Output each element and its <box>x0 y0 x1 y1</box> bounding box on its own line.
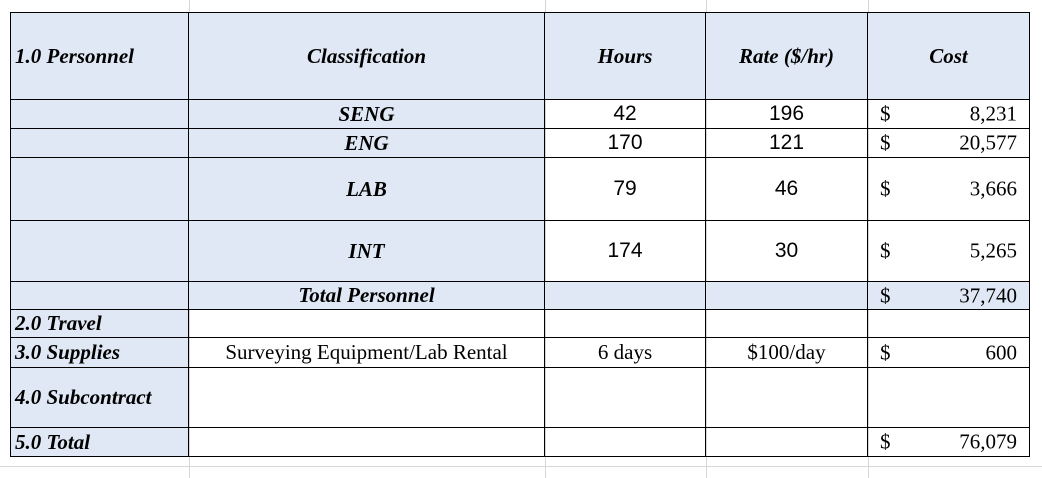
rate-header: Rate ($/hr) <box>706 13 868 100</box>
hours-cell: 170 <box>545 129 706 158</box>
cost-cell <box>868 428 1030 457</box>
classification-cell: ENG <box>189 129 545 158</box>
cost-amount: 8,231 <box>969 101 1017 126</box>
classification-cell: LAB <box>189 158 545 221</box>
cost-amount: 37,740 <box>959 283 1017 307</box>
rate-cell: 196 <box>706 100 868 129</box>
classification-cell: INT <box>189 221 545 282</box>
currency-symbol: $ <box>880 238 891 263</box>
blank-cell <box>11 158 189 221</box>
budget-table <box>10 12 1030 457</box>
currency-symbol: $ <box>880 176 891 201</box>
total-personnel-label: Total Personnel <box>189 282 545 310</box>
currency-symbol: $ <box>880 340 891 364</box>
cost-cell <box>868 221 1030 282</box>
blank-cell <box>545 310 706 338</box>
rate-cell: 30 <box>706 221 868 282</box>
cost-cell <box>868 129 1030 158</box>
cost-amount: 76,079 <box>959 429 1017 454</box>
supplies-rate: $100/day <box>706 338 868 368</box>
grid-line <box>0 466 1042 467</box>
currency-symbol: $ <box>880 130 891 155</box>
cost-header: Cost <box>868 13 1030 100</box>
subcontract-row <box>11 368 1030 428</box>
classification-header: Classification <box>189 13 545 100</box>
blank-cell <box>706 282 868 310</box>
supplies-label: 3.0 Supplies <box>11 338 189 368</box>
cost-amount: 5,265 <box>969 238 1017 263</box>
currency-symbol: $ <box>880 101 891 126</box>
blank-cell <box>545 428 706 457</box>
travel-label: 2.0 Travel <box>11 310 189 338</box>
header-row <box>11 13 1030 100</box>
supplies-row <box>11 338 1030 368</box>
blank-cell <box>706 428 868 457</box>
blank-cell <box>868 310 1030 338</box>
cost-amount: 600 <box>985 340 1017 364</box>
classification-cell: SENG <box>189 100 545 129</box>
blank-cell <box>11 129 189 158</box>
blank-cell <box>706 368 868 428</box>
cost-cell <box>868 282 1030 310</box>
blank-cell <box>11 100 189 129</box>
personnel-row <box>11 221 1030 282</box>
hours-cell: 42 <box>545 100 706 129</box>
travel-row <box>11 310 1030 338</box>
total-label: 5.0 Total <box>11 428 189 457</box>
blank-cell <box>11 221 189 282</box>
currency-symbol: $ <box>880 429 891 454</box>
cost-cell <box>868 338 1030 368</box>
blank-cell <box>189 368 545 428</box>
subcontract-label: 4.0 Subcontract <box>11 368 189 428</box>
personnel-row <box>11 158 1030 221</box>
cost-amount: 20,577 <box>959 130 1017 155</box>
blank-cell <box>189 428 545 457</box>
rate-cell: 46 <box>706 158 868 221</box>
hours-cell: 79 <box>545 158 706 221</box>
section-header: 1.0 Personnel <box>11 13 189 100</box>
total-row <box>11 428 1030 457</box>
rate-cell: 121 <box>706 129 868 158</box>
blank-cell <box>868 368 1030 428</box>
blank-cell <box>706 310 868 338</box>
total-personnel-row <box>11 282 1030 310</box>
hours-header: Hours <box>545 13 706 100</box>
blank-cell <box>11 282 189 310</box>
personnel-row <box>11 129 1030 158</box>
supplies-quantity: 6 days <box>545 338 706 368</box>
cost-cell <box>868 100 1030 129</box>
personnel-row <box>11 100 1030 129</box>
cost-amount: 3,666 <box>969 176 1017 201</box>
blank-cell <box>545 282 706 310</box>
currency-symbol: $ <box>880 283 891 307</box>
supplies-description: Surveying Equipment/Lab Rental <box>189 338 545 368</box>
cost-cell <box>868 158 1030 221</box>
blank-cell <box>189 310 545 338</box>
hours-cell: 174 <box>545 221 706 282</box>
blank-cell <box>545 368 706 428</box>
